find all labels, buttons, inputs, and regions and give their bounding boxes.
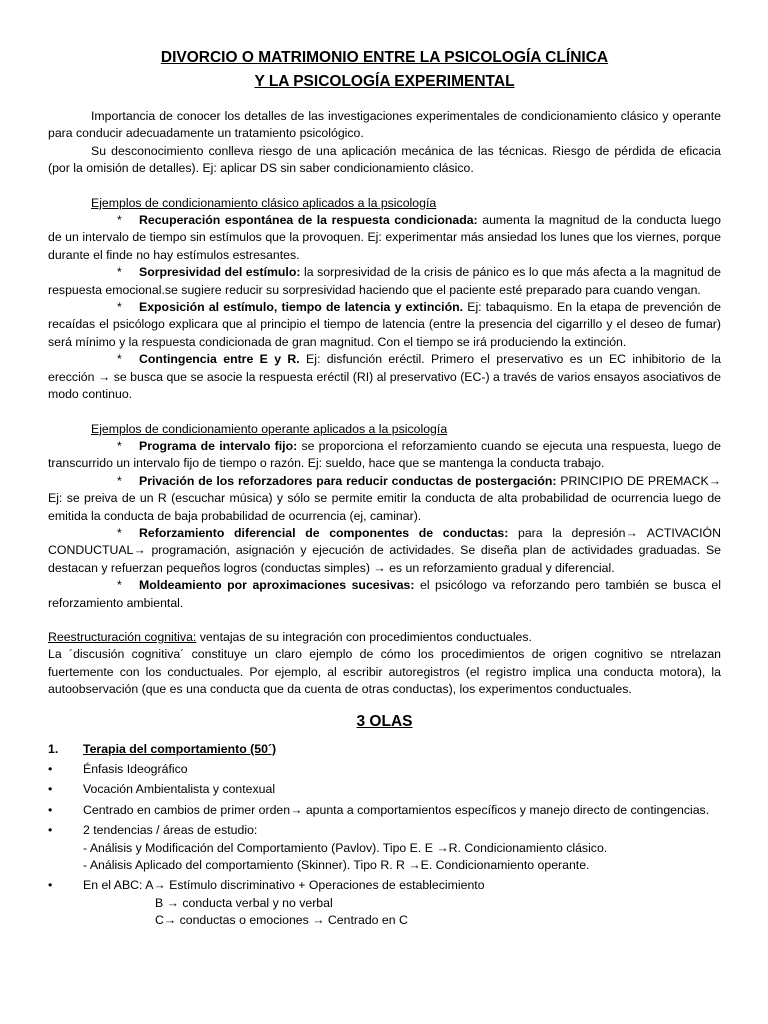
- operant-section-heading: Ejemplos de condicionamiento operante aplicados a la psicología: [91, 421, 448, 436]
- bullet-icon: •: [48, 878, 53, 893]
- operant-item: * Reforzamiento diferencial de componentes de conductas: para la depresión→ ACTIVACIÓN CONDUCTUAL→ programación, asignación y ejecución de actividades. Se diseña plan de actividades graduadas. Se destacan y refuerzan pequeños logros (conductas simples) → es un reforzamiento gradual y diferencial.: [48, 525, 721, 575]
- intro-paragraph-2: Su desconocimiento conlleva riesgo de una aplicación mecánica de las técnicas. Riesgo de pérdida de eficacia (por la omisión de detalles). Ej: aplicar DS sin saber condicionamiento clásico.: [48, 143, 721, 176]
- olas-heading: 3 OLAS: [356, 712, 413, 730]
- classic-item: * Sorpresividad del estímulo: la sorpresividad de la crisis de pánico es lo que más afecta a la magnitud de respuesta emocional.se sugiere reducir su sorpresividad haciendo que el paciente esté preparado para cuando vengan.: [48, 265, 722, 297]
- operant-examples-list: [48, 438, 721, 612]
- restructuring-detail-paragraph: La ´discusión cognitiva´ constituye un claro ejemplo de cómo los procedimientos de origen cognitivo se ntrelazan fuertemente con los conductuales. Por ejemplo, al escribir autoregistros (el registro implica una conducta motora), la autoobservación (que es una conducta que da cuenta de otras conductas), los experimentos conductuales.: [48, 647, 721, 697]
- list-item: • Énfasis Ideográfico: [48, 761, 721, 778]
- list-item: • En el ABC: A→ Estímulo discriminativo + Operaciones de establecimiento B → conducta verbal y no verbal C→ conductas o emociones → Centrado en C: [48, 878, 485, 928]
- first-wave-title: Terapia del comportamiento (50´): [83, 741, 277, 756]
- olas-list: [48, 741, 721, 930]
- operant-item: * Privación de los reforzadores para reducir conductas de postergación: PRINCIPIO DE PREMACK→ Ej: se preiva de un R (escuchar música) y sólo se permite emitir la conducta de alta probabilidad de ocurrencia luego de emitida la conducta de baja probabilidad de ocurrencia (ej, caminar).: [48, 473, 721, 523]
- bullet-icon: •: [48, 823, 53, 838]
- list-item: • 2 tendencias / áreas de estudio: - Análisis y Modificación del Comportamiento (Pavlov). Tipo E. E →R. Condicionamiento clásico. - Análisis Aplicado del comportamiento (Skinner). Tipo R. R →E. Condicionamiento operante.: [48, 823, 608, 873]
- classic-item: * Recuperación espontánea de la respuesta condicionada: aumenta la magnitud de la conducta luego de un intervalo de tiempo sin estímulos que la provoquen. Ej: experimentar más ansiedad los lunes que los viernes, porque durante el finde no hay estímulos estresantes.: [48, 213, 721, 262]
- restructuring-paragraph: Reestructuración cognitiva: ventajas de su integración con procedimientos conductuales.: [48, 629, 532, 644]
- list-item: • Vocación Ambientalista y contexual: [48, 781, 721, 798]
- bullet-icon: •: [48, 782, 53, 797]
- intro-paragraph-1: Importancia de conocer los detalles de las investigaciones experimentales de condicionamiento clásico y operante para conducir adecuadamente un tratamiento psicológico.: [48, 109, 721, 141]
- restructuring-term: Reestructuración cognitiva:: [48, 629, 197, 644]
- document-title-line-1: DIVORCIO O MATRIMONIO ENTRE LA PSICOLOGÍA CLÍNICA: [160, 49, 609, 66]
- document-title-line-2: Y LA PSICOLOGÍA EXPERIMENTAL: [254, 73, 515, 90]
- list-item: 1. Terapia del comportamiento (50´): [48, 741, 277, 756]
- bullet-icon: •: [48, 762, 53, 776]
- list-item: • Centrado en cambios de primer orden→ apunta a comportamientos específicos y manejo directo de contingencias.: [48, 802, 721, 819]
- classic-section-heading: Ejemplos de condicionamiento clásico aplicados a la psicología: [91, 195, 437, 210]
- operant-item: * Moldeamiento por aproximaciones sucesivas: el psicólogo va reforzando pero también se busca el reforzamiento ambiental.: [48, 578, 721, 610]
- classic-examples-list: [48, 212, 721, 403]
- bullet-icon: •: [48, 802, 53, 817]
- classic-item: * Exposición al estímulo, tiempo de latencia y extinción. Ej: tabaquismo. En la etapa de prevención de recaídas el psicólogo explicara que al principio el tiempo de latencia (entre la presencia del cigarrillo y el deseo de fumar) será mínimo y la respuesta condicionada de gran magnitud. Con el tiempo se irá produciendo la extinción.: [48, 300, 721, 349]
- operant-item: * Programa de intervalo fijo: se proporciona el reforzamiento cuando se ejecuta una respuesta, luego de transcurrido un intervalo fijo de tiempo o razón. Ej: sueldo, hace que se mantenga la conducta trabajo.: [48, 438, 722, 471]
- classic-item: * Contingencia entre E y R. Ej: disfunción eréctil. Primero el preservativo es un EC inhibitorio de la erección → se busca que se asocie la respuesta eréctil (RI) al preservativo (EC-) a través de varios ensayos asociativos de modo continuo.: [48, 352, 721, 402]
